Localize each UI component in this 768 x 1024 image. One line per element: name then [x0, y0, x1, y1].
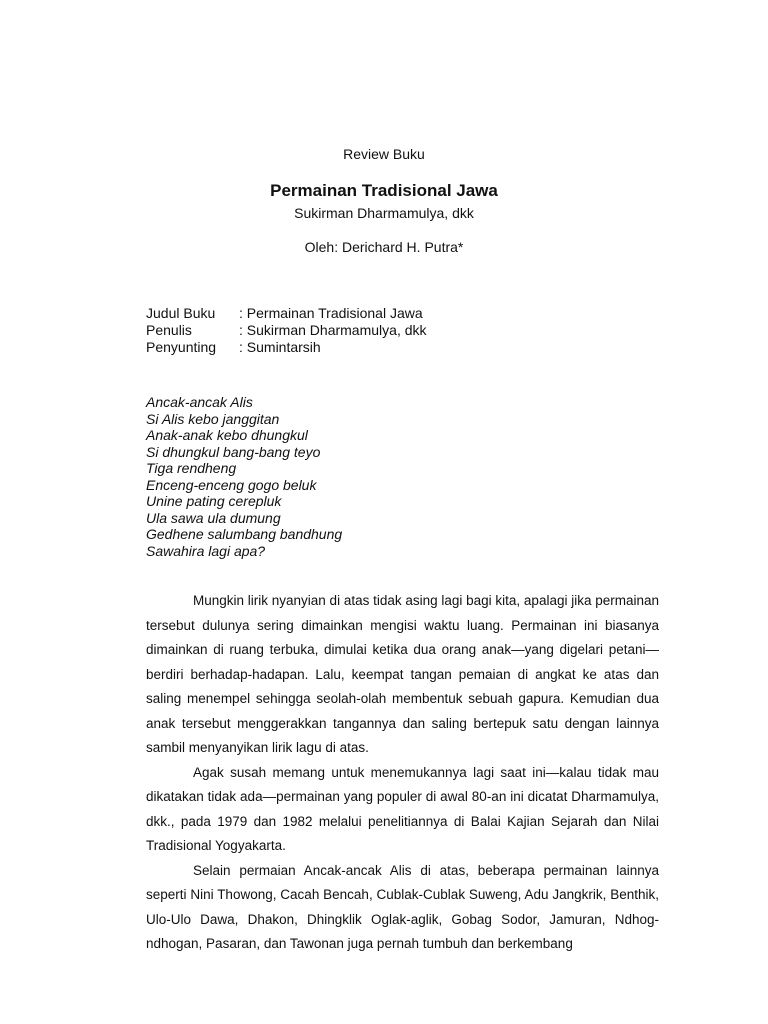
- review-body: [146, 589, 659, 957]
- lyric-line: Si dhungkul bang-bang teyo: [146, 443, 321, 460]
- metadata-value: : Sumintarsih: [239, 339, 321, 356]
- lyric-line: Unine pating cerepluk: [146, 493, 282, 509]
- lyric-line: Sawahira lagi apa?: [146, 542, 266, 559]
- lyric-line: Si Alis kebo janggitan: [146, 410, 280, 427]
- lyric-line: Enceng-enceng gogo beluk: [146, 476, 317, 493]
- song-lyrics: [146, 394, 342, 559]
- metadata-key: Penyunting: [146, 339, 217, 355]
- review-label: Review Buku: [343, 146, 425, 162]
- lyric-line: Gedhene salumbang bandhung: [146, 526, 343, 542]
- metadata-value: : Sukirman Dharmamulya, dkk: [239, 322, 427, 339]
- body-paragraph: Selain permaian Ancak-ancak Alis di atas, beberapa permainan lainnya seperti Nini Thowong, Cacah Bencah, Cublak-Cublak Suweng, Adu Jangkrik, Benthik, Ulo-Ulo Dawa, Dhakon, Dhingklik Oglak-aglik, Gobag Sodor, Jamuran, Ndhog-ndhogan, Pasaran, dan Tawonan juga pernah tumbuh dan berkembang: [146, 862, 659, 951]
- lyric-line: Ancak-ancak Alis: [146, 394, 253, 410]
- metadata-row: [146, 305, 427, 322]
- body-paragraph: Agak susah memang untuk menemukannya lagi saat ini—kalau tidak mau dikatakan tidak ada—permainan yang populer di awal 80-an ini dicatat Dharmamulya, dkk., pada 1979 dan 1982 melalui penelitiannya di Balai Kajian Sejarah dan Nilai Tradisional Yogyakarta.: [146, 764, 659, 853]
- metadata-key: Penulis: [146, 322, 192, 338]
- book-authors: Sukirman Dharmamulya, dkk: [294, 205, 474, 221]
- metadata-row: [146, 322, 427, 339]
- metadata-value: : Permainan Tradisional Jawa: [239, 305, 423, 322]
- book-metadata: [146, 305, 427, 356]
- metadata-key: Judul Buku: [146, 305, 216, 321]
- reviewer-byline: Oleh: Derichard H. Putra*: [304, 239, 464, 255]
- lyric-line: Ula sawa ula dumung: [146, 509, 281, 526]
- lyric-line: Anak-anak kebo dhungkul: [146, 427, 308, 443]
- body-paragraph: Mungkin lirik nyanyian di atas tidak asing lagi bagi kita, apalagi jika permainan tersebut dulunya sering dimainkan mengisi waktu luang. Permainan ini biasanya dimainkan di ruang terbuka, dimulai ketika dua orang anak—yang digelari petani—berdiri berhadap-hadapan. Lalu, keempat tangan pemaian di angkat ke atas dan saling menempel sehingga seolah-olah membentuk sebuah gapura. Kemudian dua anak tersebut menggerakkan tangannya dan saling bertepuk satu dengan lainnya sambil menyanyikan lirik lagu di atas.: [146, 593, 660, 755]
- lyric-line: Tiga rendheng: [146, 460, 237, 476]
- book-title: Permainan Tradisional Jawa: [270, 181, 498, 200]
- metadata-row: [146, 339, 427, 356]
